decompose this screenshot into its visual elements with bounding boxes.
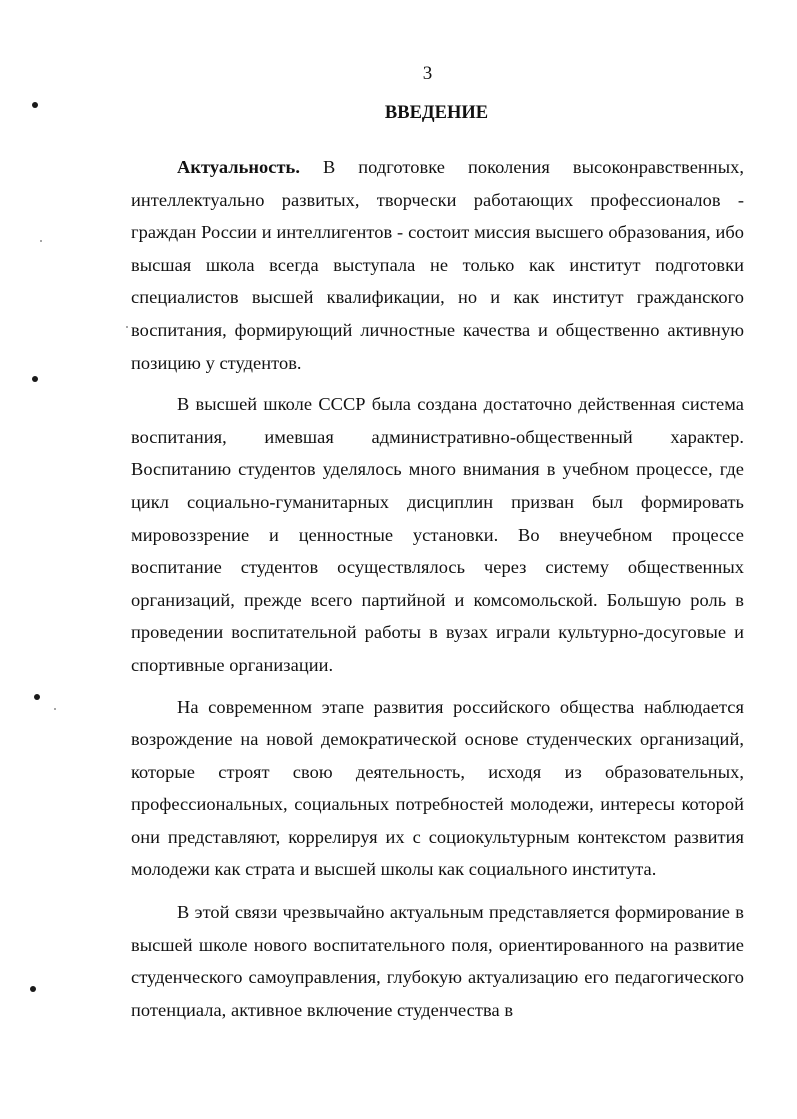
paragraph-modern-stage: На современном этапе развития российского общества наблюдается возрождение на новой демократической основе студенческих организаций, которые строят свою деятельность, исходя из образовательных, профессиональных, социальных потребностей молодежи, интересы которой они представляют, коррелируя их с социокультурным контекстом развития молодежи как страта и высшей школы как социального института. (131, 696, 744, 880)
body-text (131, 151, 744, 1026)
scan-dot-mark (34, 694, 40, 700)
section-heading: ВВЕДЕНИЕ (384, 103, 489, 123)
paragraph-in-this-regard: В этой связи чрезвычайно актуальным представляется формирование в высшей школе нового воспитательного поля, ориентированного на развитие студенческого самоуправления, глубокую актуализацию его педагогического потенциала, активное включение студенчества в (131, 902, 744, 1020)
scan-speck (126, 326, 128, 328)
scan-speck (40, 240, 42, 242)
page-number: 3 (422, 63, 433, 84)
relevance-lead: Актуальность. (177, 157, 300, 177)
scan-dot-mark (30, 986, 36, 992)
paragraph-ussr: В высшей школе СССР была создана достаточно действенная система воспитания, имевшая административно-общественный характер. Воспитанию студентов уделялось много внимания в учебном процессе, где цикл социально-гуманитарных дисциплин призван был формировать мировоззрение и ценностные установки. Во внеучебном процессе воспитание студентов осуществлялось через систему общественных организаций, прежде всего партийной и комсомольской. Большую роль в проведении воспитательной работы в вузах играли культурно-досуговые и спортивные организации. (131, 394, 744, 675)
scan-speck (54, 708, 56, 710)
paragraph-relevance (131, 151, 744, 379)
scan-dot-mark (32, 376, 38, 382)
paragraph-text: В подготовке поколения высоконравственных, интеллектуально развитых, творчески работающих профессионалов - граждан России и интеллигентов - состоит миссия высшего образования, ибо высшая школа всегда выступала не только как институт подготовки специалистов высшей квалификации, но и как институт гражданского воспитания, формирующий личностные качества и общественно активную позицию у студентов. (131, 157, 744, 373)
